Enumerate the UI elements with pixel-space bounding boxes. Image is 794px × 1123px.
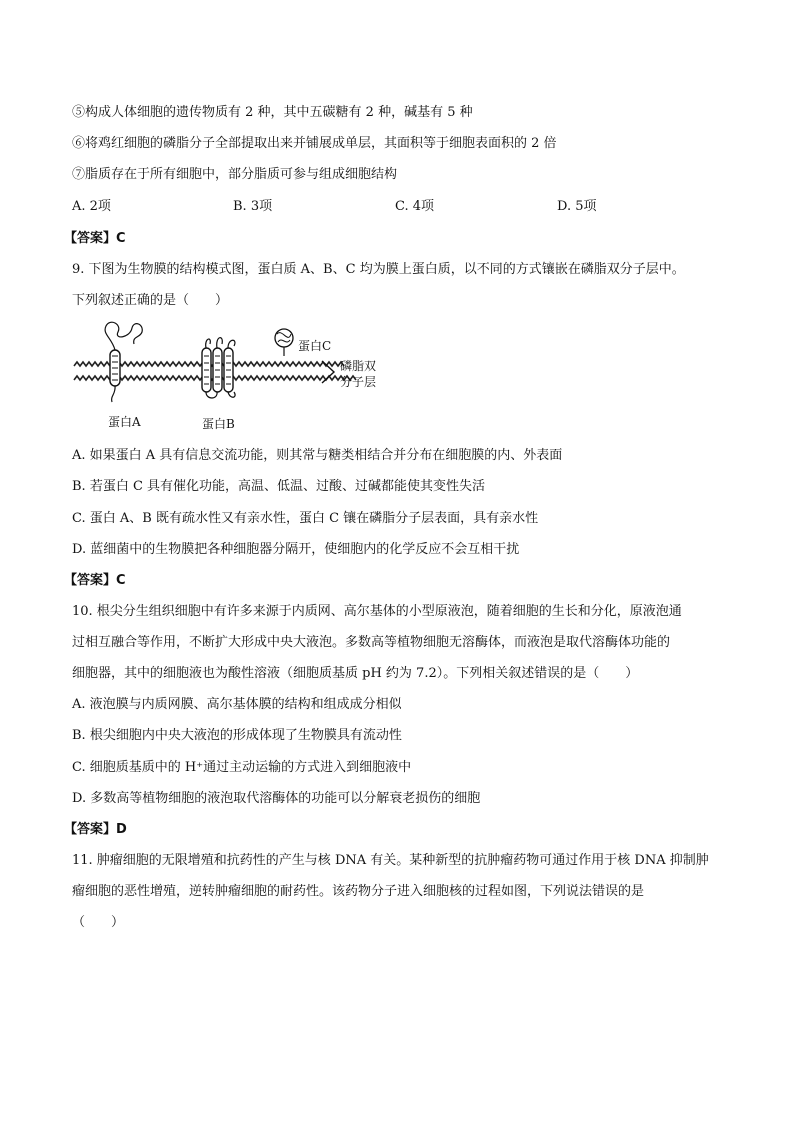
q10-stem-line-1: 10. 根尖分生组织细胞中有许多来源于内质网、高尔基体的小型原液泡，随着细胞的生长和分化，原液泡通 xyxy=(72,604,682,619)
statement-6: ⑥将鸡红细胞的磷脂分子全部提取出来并铺展成单层，其面积等于细胞表面积的 2 倍 xyxy=(72,136,557,151)
q10-stem-line-3: 细胞器，其中的细胞液也为酸性溶液（细胞质基质 pH 约为 7.2）。下列相关叙述错误的是（ ） xyxy=(72,666,639,681)
statement-7: ⑦脂质存在于所有细胞中，部分脂质可参与组成细胞结构 xyxy=(72,167,398,182)
protein-c-shape xyxy=(275,329,293,356)
q10-option-c: C. 细胞质基质中的 H⁺通过主动运输的方式进入到细胞液中 xyxy=(72,760,412,775)
label-bilayer-1: 磷脂双 xyxy=(340,359,377,373)
q10-answer: 【答案】D xyxy=(64,822,127,837)
q11-stem-line-1: 11. 肿瘤细胞的无限增殖和抗药性的产生与核 DNA 有关。某种新型的抗肿瘤药物可通过作用于核 DNA 抑制肿 xyxy=(72,853,709,868)
q11-stem-line-3: （ ） xyxy=(72,915,125,930)
label-protein-b: 蛋白B xyxy=(202,417,235,431)
q10-option-b: B. 根尖细胞内中央大液泡的形成体现了生物膜具有流动性 xyxy=(72,728,402,743)
prev-answer: 【答案】C xyxy=(64,231,126,246)
q11-stem-line-2: 瘤细胞的恶性增殖，逆转肿瘤细胞的耐药性。该药物分子进入细胞核的过程如图，下列说法错误的是 xyxy=(72,884,645,899)
statement-5: ⑤构成人体细胞的遗传物质有 2 种，其中五碳糖有 2 种，碱基有 5 种 xyxy=(72,105,473,120)
q9-stem-line-1: 9. 下图为生物膜的结构模式图，蛋白质 A、B、C 均为膜上蛋白质，以不同的方式镶嵌在磷脂双分子层中。 xyxy=(72,262,685,277)
q10-option-a: A. 液泡膜与内质网膜、高尔基体膜的结构和组成成分相似 xyxy=(72,697,402,712)
q9-stem-line-2: 下列叙述正确的是（ ） xyxy=(72,293,229,308)
q10-option-d: D. 多数高等植物细胞的液泡取代溶酶体的功能可以分解衰老损伤的细胞 xyxy=(72,791,481,806)
label-protein-a: 蛋白A xyxy=(108,415,141,429)
prev-option-c: C. 4项 xyxy=(395,199,435,214)
q9-option-c: C. 蛋白 A、B 既有疏水性又有亲水性，蛋白 C 镶在磷脂分子层表面，具有亲水性 xyxy=(72,511,539,526)
prev-option-d: D. 5项 xyxy=(557,199,597,214)
membrane-figure xyxy=(72,316,402,436)
protein-b-shape xyxy=(202,338,235,398)
q9-option-b: B. 若蛋白 C 具有催化功能，高温、低温、过酸、过碱都能使其变性失活 xyxy=(72,479,486,494)
label-protein-c: 蛋白C xyxy=(298,339,332,353)
prev-option-b: B. 3项 xyxy=(233,199,273,214)
q9-option-d: D. 蓝细菌中的生物膜把各种细胞器分隔开，使细胞内的化学反应不会互相干扰 xyxy=(72,542,520,557)
q10-stem-line-2: 过相互融合等作用，不断扩大形成中央大液泡。多数高等植物细胞无溶酶体，而液泡是取代溶酶体功能的 xyxy=(72,635,671,650)
q9-answer: 【答案】C xyxy=(64,573,126,588)
prev-option-a: A. 2项 xyxy=(72,199,111,214)
q9-option-a: A. 如果蛋白 A 具有信息交流功能，则其常与糖类相结合并分布在细胞膜的内、外表面 xyxy=(72,448,563,463)
label-bilayer-2: 分子层 xyxy=(340,375,377,389)
